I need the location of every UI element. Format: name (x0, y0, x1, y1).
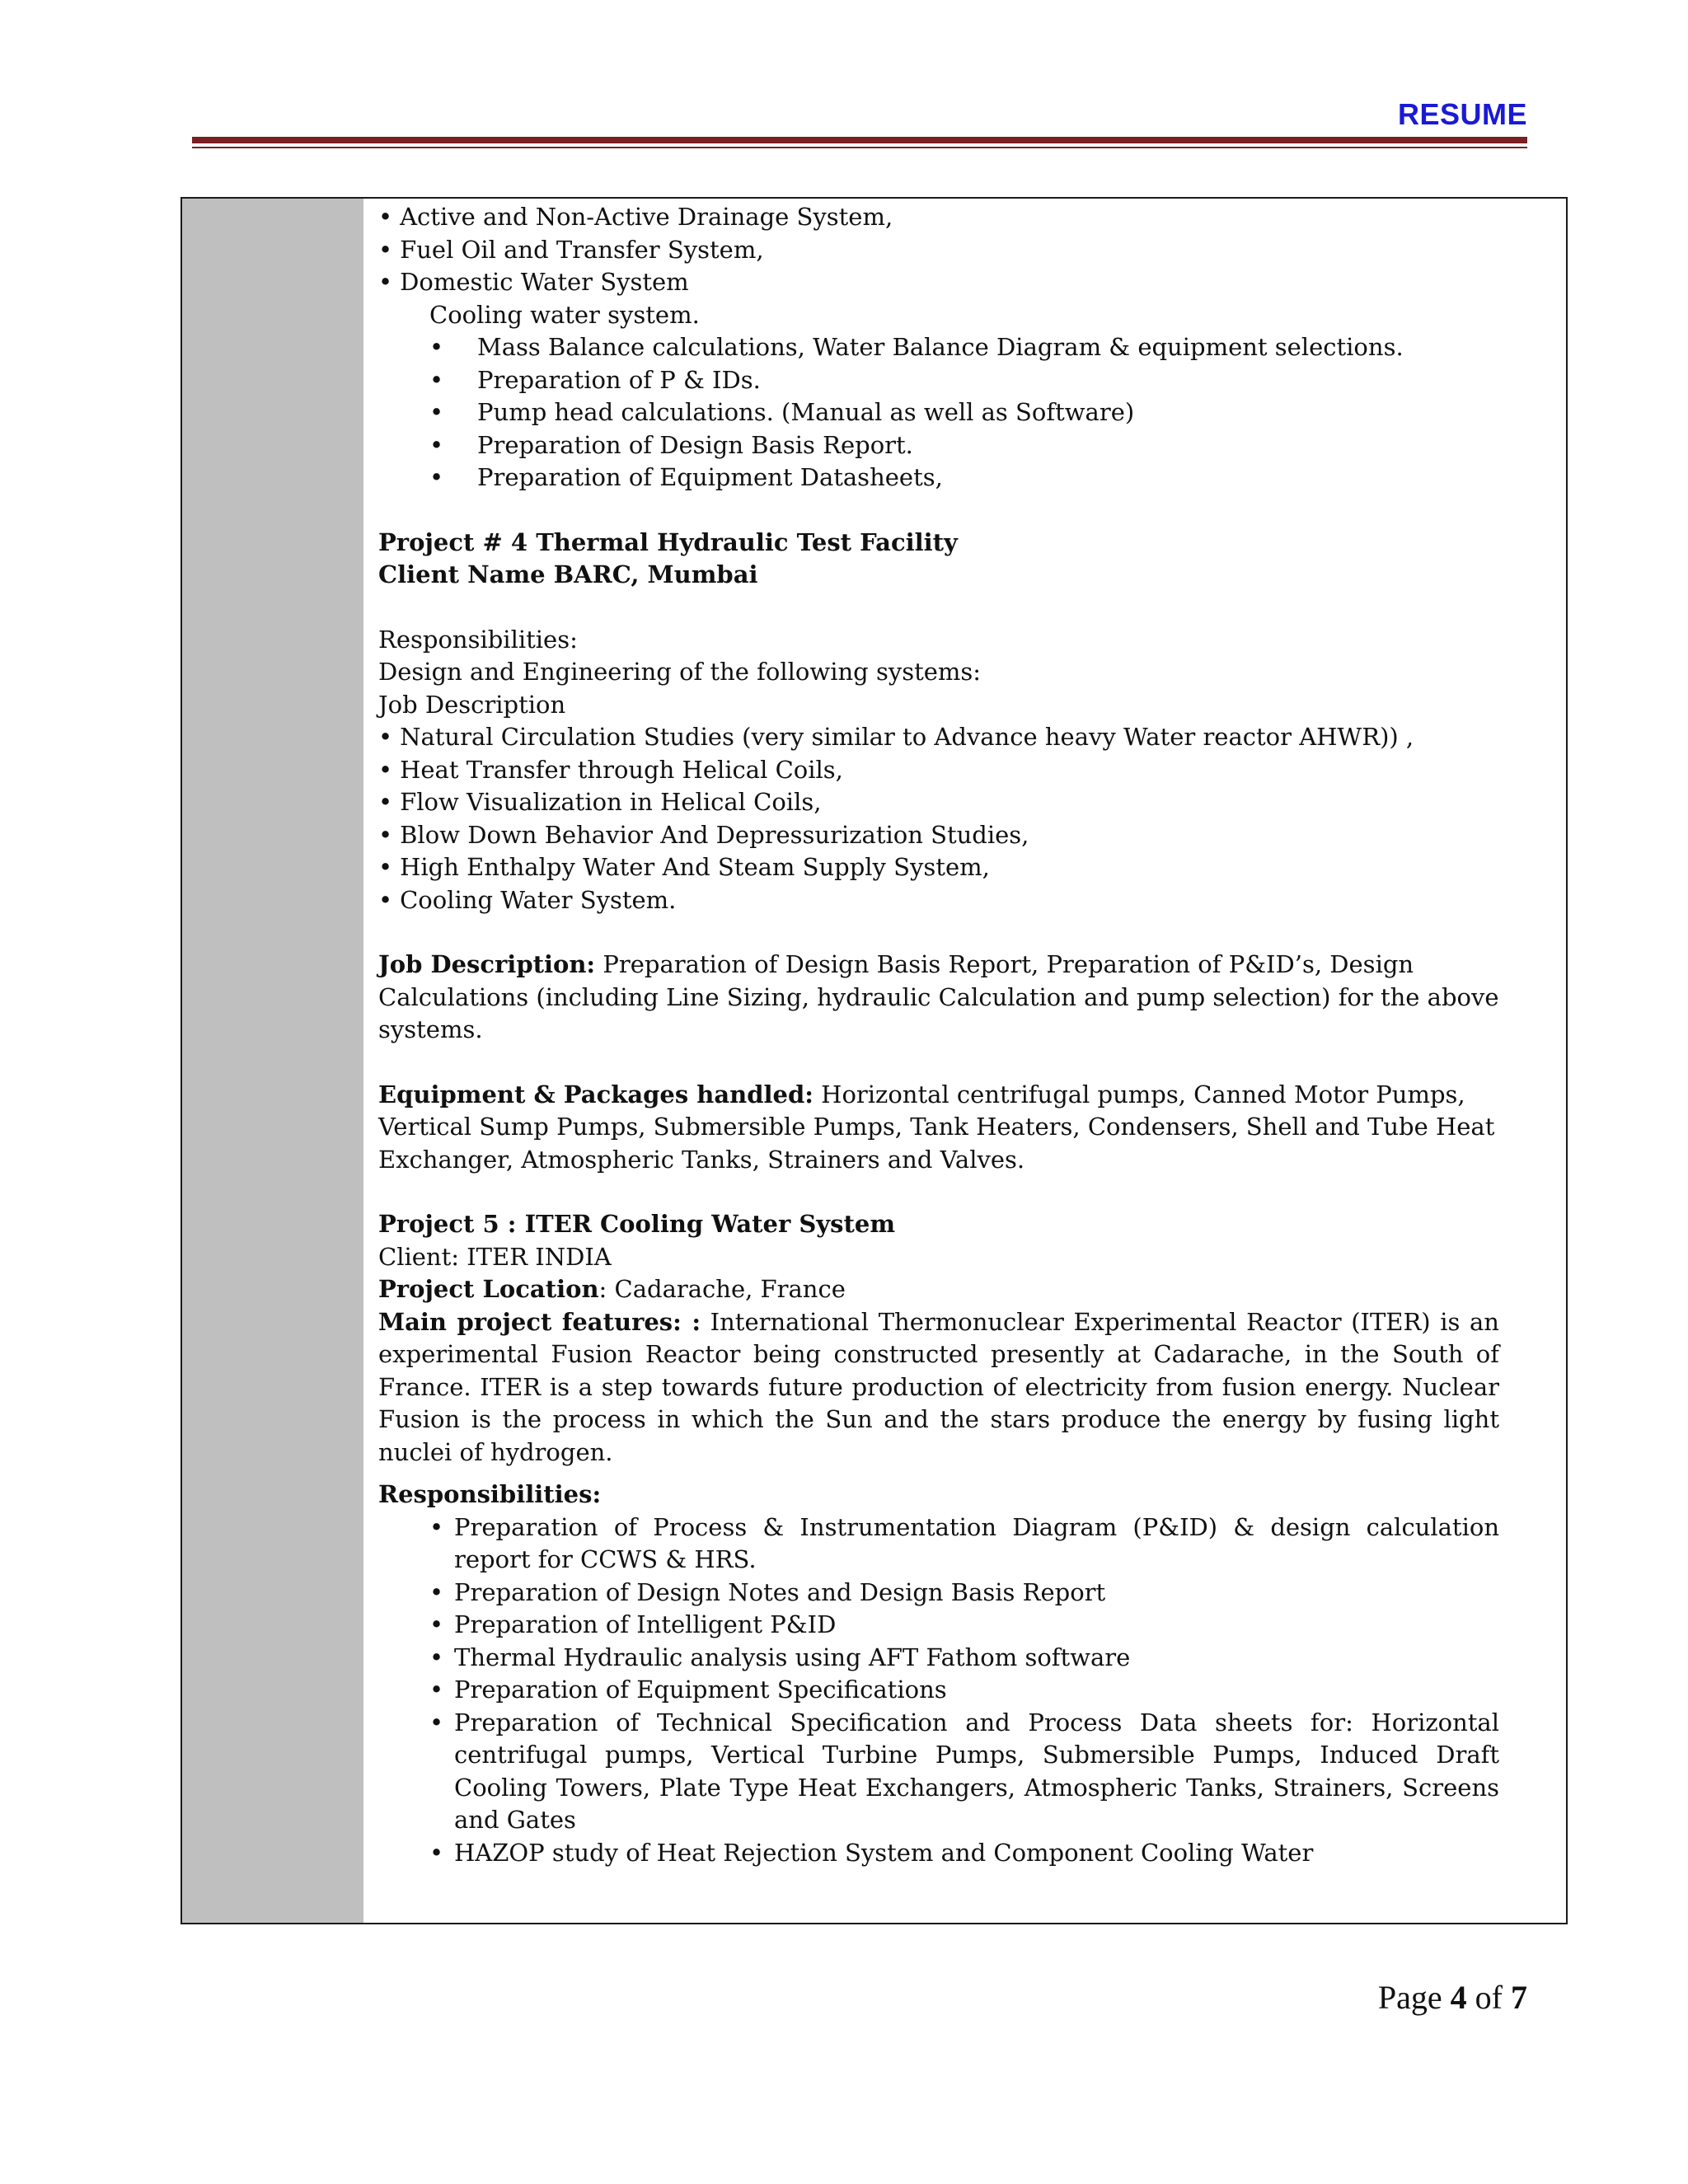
location-text: : Cadarache, France (598, 1275, 846, 1303)
list-item: • Fuel Oil and Transfer System, (378, 234, 1499, 267)
equipment-label: Equipment & Packages handled: (378, 1080, 814, 1108)
list-item: • Preparation of Process & Instrumentation Diagram (P&ID) & design calculation report for CCWS & HRS. (378, 1511, 1499, 1577)
cooling-heading: Cooling water system. (429, 300, 700, 329)
list-item: • Mass Balance calculations, Water Balance Diagram & equipment selections. (378, 331, 1499, 364)
list-item: • Domestic Water System (378, 266, 1499, 299)
list-item: • High Enthalpy Water And Steam Supply System, (378, 851, 1499, 884)
project4-equipment (378, 1079, 1499, 1177)
project4-job-description (378, 949, 1499, 1047)
list-item: • Preparation of Equipment Datasheets, (378, 462, 1499, 494)
project4-client: Client Name BARC, Mumbai (378, 560, 758, 588)
features-text: International Thermonuclear Experimental Reactor (ITER) is an experimental Fusion Reactor being constructed presently at Cadarache, in the South of France. ITER is a step towards future production of electricity from fusion energy. Nuclear Fusion is the process in which the Sun and the stars produce the energy by fusing light nuclei of hydrogen. (378, 1307, 1499, 1466)
list-item: • Preparation of P & IDs. (378, 364, 1499, 397)
project5-location (378, 1273, 1499, 1306)
list-item: • Natural Circulation Studies (very similar to Advance heavy Water reactor AHWR)) , (378, 721, 1499, 754)
header-rule (192, 137, 1527, 143)
project4-responsibilities-label: Responsibilities: (378, 625, 578, 654)
list-item: • Preparation of Intelligent P&ID (378, 1609, 1499, 1642)
cooling-tasks-list (378, 331, 1499, 494)
content-table (181, 197, 1568, 1924)
header-rule-thin (192, 147, 1527, 148)
project4-design-line: Design and Engineering of the following systems: (378, 658, 982, 686)
list-item: • Pump head calculations. (Manual as well as Software) (378, 396, 1499, 429)
list-item: • Preparation of Equipment Specifications (378, 1674, 1499, 1707)
project5-responsibilities-label: Responsibilities: (378, 1480, 602, 1508)
page-label: Page (1377, 1979, 1442, 2016)
equipment-text: Horizontal centrifugal pumps, Canned Motor Pumps, Vertical Sump Pumps, Submersible Pumps, Tank Heaters, Condensers, Shell and Tube Heat Exchanger, Atmospheric Tanks, Strainers and Valves. (378, 1080, 1495, 1174)
list-item: • HAZOP study of Heat Rejection System and Component Cooling Water (378, 1837, 1499, 1870)
location-label: Project Location (378, 1275, 599, 1303)
page-total: 7 (1511, 1979, 1527, 2016)
list-item: • Cooling Water System. (378, 884, 1499, 917)
list-item: • Thermal Hydraulic analysis using AFT Fathom software (378, 1642, 1499, 1675)
list-item: • Preparation of Design Notes and Design Basis Report (378, 1577, 1499, 1610)
list-item: • Blow Down Behavior And Depressurization Studies, (378, 819, 1499, 852)
project5-client: Client: ITER INDIA (378, 1242, 612, 1271)
list-item: • Preparation of Technical Specification and Process Data sheets for: Horizontal centrifugal pumps, Vertical Turbine Pumps, Submersible Pumps, Induced Draft Cooling Towers, Plate Type Heat Exchangers, Atmospheric Tanks, Strainers, Screens and Gates (378, 1707, 1499, 1837)
system-list (378, 201, 1499, 299)
page-current: 4 (1450, 1979, 1467, 2016)
project4-title: Project # 4 Thermal Hydraulic Test Facility (378, 527, 958, 556)
content-column (378, 199, 1499, 1869)
project4-job-desc-label: Job Description (378, 690, 566, 719)
list-item: • Active and Non-Active Drainage System, (378, 201, 1499, 234)
project5-title: Project 5 : ITER Cooling Water System (378, 1210, 896, 1238)
project4-items (378, 721, 1499, 916)
job-description-text: Preparation of Design Basis Report, Preparation of P&ID’s, Design Calculations (including Line Sizing, hydraulic Calculation and pump selection) for the above systems. (378, 950, 1499, 1043)
features-label: Main project features: : (378, 1307, 701, 1336)
side-column (182, 199, 363, 1923)
page-number (1378, 1978, 1527, 2017)
list-item: • Preparation of Design Basis Report. (378, 429, 1499, 462)
project5-features (378, 1306, 1499, 1469)
resume-header-title: RESUME (1397, 97, 1527, 131)
list-item: • Heat Transfer through Helical Coils, (378, 754, 1499, 787)
project5-items (378, 1511, 1499, 1870)
job-description-label: Job Description: (378, 950, 596, 978)
list-item: • Flow Visualization in Helical Coils, (378, 786, 1499, 819)
page-of: of (1475, 1979, 1503, 2016)
